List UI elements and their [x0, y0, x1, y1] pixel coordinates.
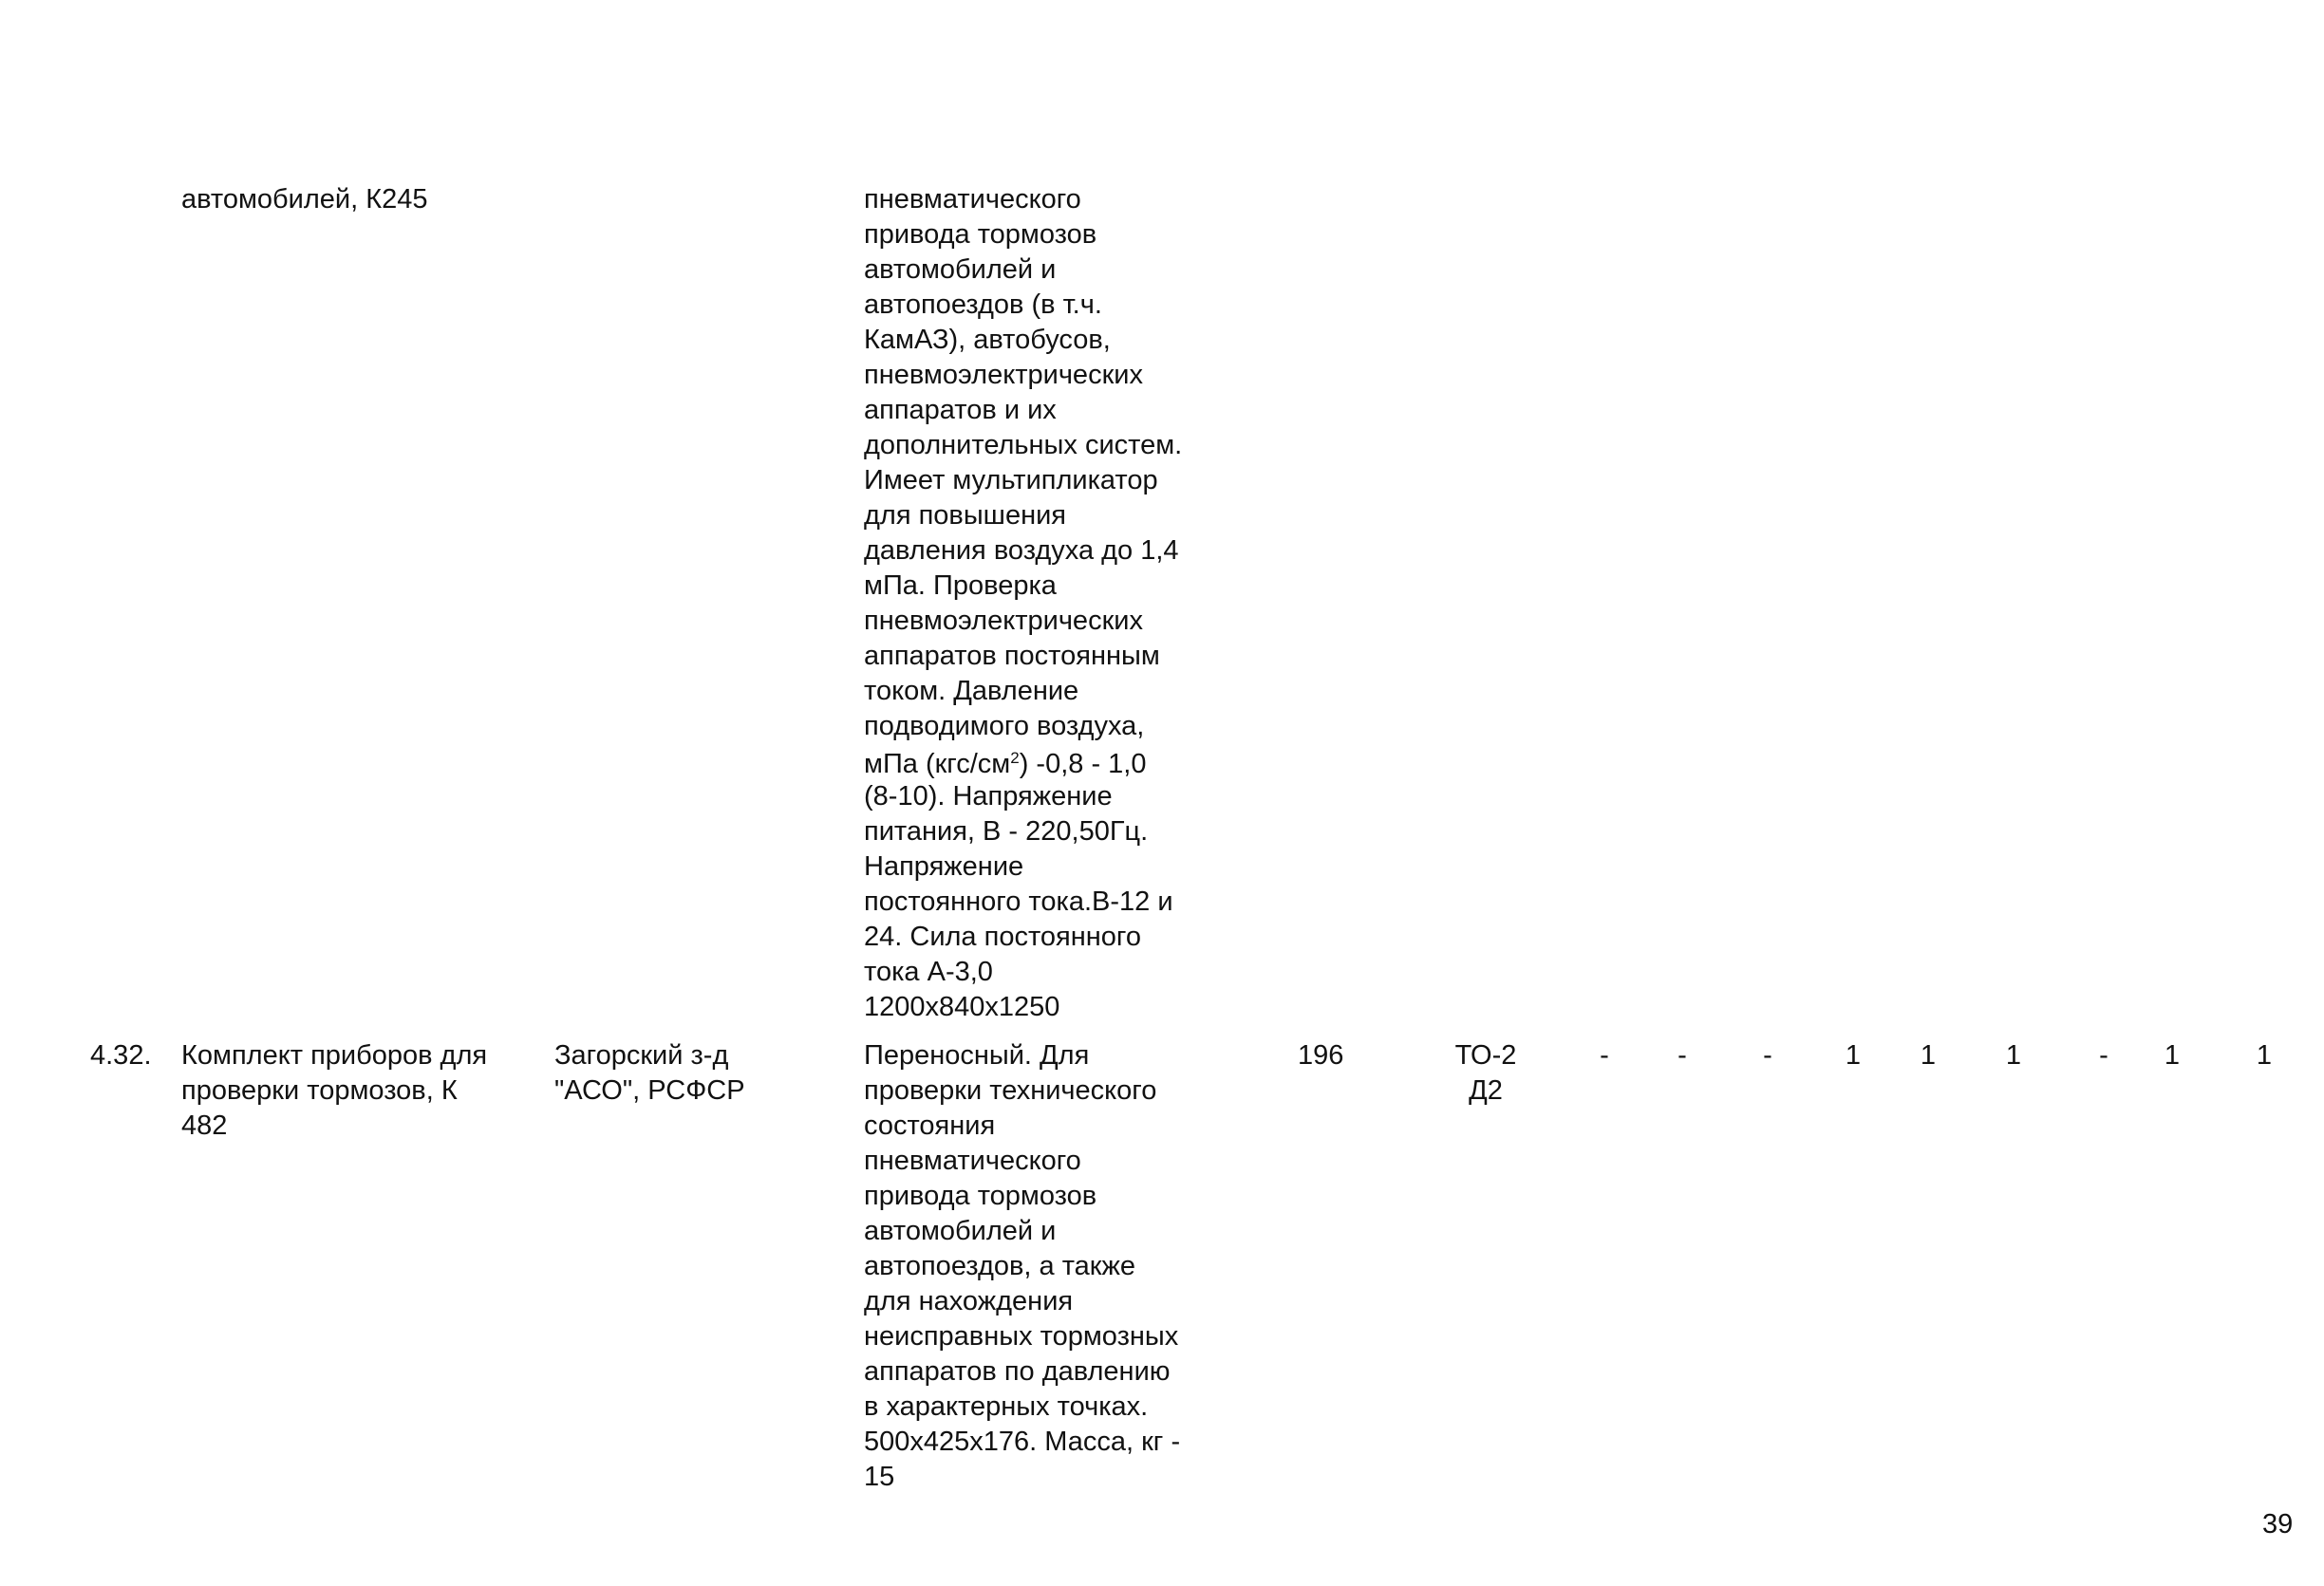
description-line: для повышения [864, 500, 1066, 531]
continued-description-part-1 [864, 182, 1244, 744]
manufacturer: Загорский з-д "АСО", РСФСР [554, 1040, 745, 1106]
description-line: Напряжение [864, 851, 1024, 882]
value-cell-5: 1 [1920, 1040, 1937, 1071]
continued-description [864, 182, 1244, 1025]
value-cell-3: - [1763, 1040, 1772, 1071]
description-line: 1200x840x1250 [864, 992, 1060, 1022]
continued-description-part-2 [864, 779, 1244, 1025]
description-line: дополнительных систем. [864, 430, 1183, 460]
equipment-name: Комплект приборов для проверки тормозов, К 482 [181, 1040, 488, 1141]
value-cell-6: 1 [2005, 1040, 2022, 1071]
description-line: давления воздуха до 1,4 [864, 535, 1179, 566]
description-line: аппаратов и их [864, 395, 1057, 425]
superscript-2: 2 [1010, 749, 1020, 767]
value-cell-1: - [1600, 1040, 1609, 1071]
description-line: тока А-3,0 [864, 957, 993, 987]
value-cell-8: 1 [2164, 1040, 2181, 1071]
continued-equipment-name: автомобилей, К245 [181, 184, 428, 215]
description-line: пневматического [864, 184, 1081, 215]
value-cell-2: - [1677, 1040, 1687, 1071]
continued-pressure-line: мПа $(кгс/см^2)$ -0,8 - 1,0 [864, 749, 1147, 779]
description-line: мПа. Проверка [864, 570, 1057, 601]
equipment-description: Переносный. Для проверки технического состояния пневматического привода тормозов автомобилей и автопоездов, а также для нахождения неисправных тормозных аппаратов по давлению в характерных точках. 500x425x176. Масса, кг - 15 [864, 1040, 1181, 1492]
description-line: током. Давление [864, 676, 1079, 706]
description-line: пневмоэлектрических [864, 360, 1143, 390]
description-line: подводимого воздуха, [864, 711, 1145, 741]
description-line: Имеет мультипликатор [864, 465, 1158, 495]
price: 196 [1298, 1040, 1344, 1071]
description-line: 24. Сила постоянного [864, 922, 1141, 952]
description-line: постоянного тока.В-12 и [864, 886, 1173, 917]
page-number: 39 [2262, 1509, 2294, 1539]
maintenance-type: ТО-2 Д2 [1454, 1040, 1517, 1106]
value-cell-4: 1 [1845, 1040, 1862, 1071]
description-line: (8-10). Напряжение [864, 781, 1113, 812]
row-number: 4.32. [90, 1040, 152, 1071]
description-line: КамАЗ), автобусов, [864, 325, 1111, 355]
description-line: автомобилей и [864, 254, 1057, 285]
description-line: автопоездов (в т.ч. [864, 289, 1102, 320]
description-line: привода тормозов [864, 219, 1097, 250]
description-line: питания, В - 220,50Гц. [864, 816, 1149, 847]
value-cell-7: - [2099, 1040, 2108, 1071]
value-cell-9: 1 [2256, 1040, 2273, 1071]
description-line: аппаратов постоянным [864, 641, 1160, 671]
description-line: пневмоэлектрических [864, 606, 1143, 636]
